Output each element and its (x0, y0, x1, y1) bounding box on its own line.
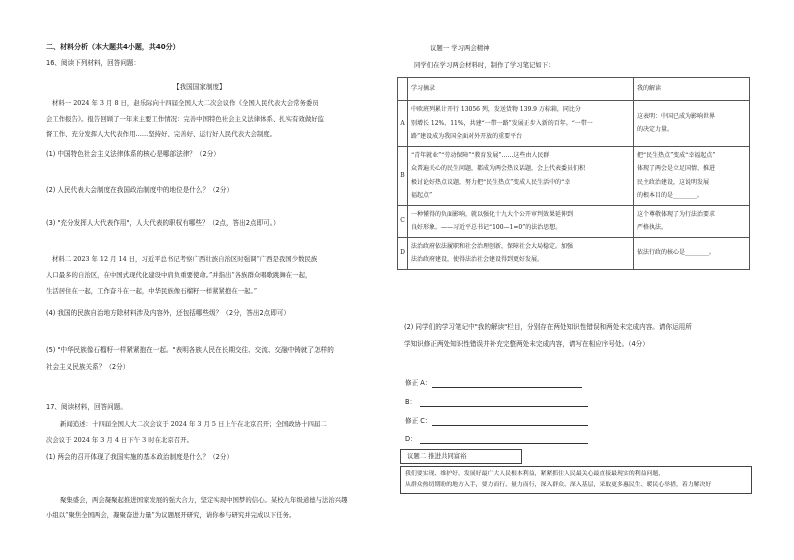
row-interpretation: 把“民生热点”变成“幸福起点” 体现了两会是立足国情、推进 民主政治建设，这说明发展 的根本目的是________。 (634, 146, 750, 205)
question-16-5-line-1: (5) "中华民族像石榴籽一样紧紧抱在一起。"表明各族人民在长期交往、交流、交融中铸就了怎样的 (46, 346, 334, 354)
question-2-line-1: (2) 同学们的学习笔记中"我的解读"栏目，分别存在两处知识性错误和两处未完成内容。请你运用所 (404, 323, 692, 331)
topic-2-title: 议题二 推进共同富裕 (407, 452, 467, 460)
table-row (398, 146, 750, 205)
question-16-intro: 16、阅读下列材料，回答问题： (46, 59, 141, 67)
material-2-line-3: 生活居住在一起，工作奋斗在一起，中华民族像石榴籽一样紧紧抱在一起。” (46, 287, 257, 295)
table-header-interpretation: 我的解读 (634, 78, 750, 101)
row-excerpt: “青年就业”“劳动保障”“教育发展”……这些由人民群 众普遍关心的民生问题，都成为两会热议话题，会上代表委员们积 极讨论好热点议题，努力把“民生热点”变成人民生活中的“幸 福起点” (408, 146, 634, 205)
table-corner (398, 78, 408, 101)
fill-label-d: D： (405, 435, 417, 443)
row-label: C (398, 205, 408, 237)
answer-line-a[interactable] (432, 387, 582, 388)
fill-label-a: 修正 A： (405, 379, 432, 387)
material-3-line-1: 新闻追述：十四届全国人大二次会议于 2024 年 3 月 5 日上午在北京召开；全国政协十四届二 (60, 420, 327, 428)
question-16-5-line-2: 社会主义民族关系？（2分） (46, 363, 130, 371)
material-3-line-2: 次会议于 2024 年 3 月 4 日下午 3 时在北京召开。 (46, 436, 193, 444)
topic-2-label-box (400, 449, 522, 464)
question-17-1: (1) 两会的召开体现了我国实施的基本政治制度是什么？（2分） (46, 453, 234, 461)
material-2-line-1: 材料二 2023 年 12 月 14 日，习近平总书记考察广西壮族自治区时强调“广西是我国少数民族 (52, 255, 318, 263)
row-interpretation: 依法行政的核心是________。 (634, 237, 750, 269)
row-label: A (398, 101, 408, 147)
table-row (398, 101, 750, 147)
topic-2-material-line-1: 我们要实现、维护好、发展好最广大人民根本利益，紧紧抓住人民最关心最直接最现实的利益问题， (405, 471, 665, 477)
row-label: D (398, 237, 408, 269)
row-excerpt: 法治政府依法履职和社会治理创新，保障社会大局稳定。加强 法治政府建设，使得法治社会建设得到更好发展。 (408, 237, 634, 269)
topic-2-material-line-2: 从群众热切期盼的地方入手，要力而行、量力而行，深入群众、深入基层，采取更多惠民生、暖民心举措，着力解决好 (405, 482, 712, 488)
topic-1-title: 议题一 学习两会精神 (430, 44, 490, 52)
answer-line-b[interactable] (420, 406, 588, 407)
material-2-line-2: 人口最多的自治区，在中国式现代化建设中肩负重要使命。”并指出“各族群众唱歌跳舞在一起， (46, 271, 312, 279)
material-1-line-3: 督工作、充分发挥人大代表作用……坚持好、完善好、运行好人民代表大会制度。 (46, 130, 277, 138)
row-excerpt: 中欧班列累计开行 13056 列，发送货物 139.9 万标箱，同比分 别增长 12%、11%，共建“一带一路”发展正步入新的百年。“一带一 路”建设成为我国全面对外开放的重要平台 (408, 101, 634, 147)
row-excerpt: 一种懂得的负面影响，就以强化十九大个公开审判效果延伸到 良好形象。——习近平总书记“100—1=0”的法治思想。 (408, 205, 634, 237)
study-notes-table (397, 77, 750, 270)
table-header-excerpt: 学习摘录 (408, 78, 634, 101)
row-interpretation: 这个尊敬体现了为行法治要求 严格执法。 (634, 205, 750, 237)
material-heading: 【我国国家制度】 (173, 83, 226, 91)
material-4-line-2: 小组以“聚焦全国两会，凝聚奋进力量”为议题展开研究，请你参与研究并完成以下任务。 (46, 511, 296, 519)
table-row (398, 205, 750, 237)
material-4-line-1: 聚集盛会，两会凝聚起推进国家发展的强大合力，坚定实现中国梦的信心。某校九年级道德与法治兴趣 (60, 496, 348, 504)
row-interpretation: 这表明：中国已成为影响世界 的决定力量。 (634, 101, 750, 147)
material-1-line-2: 会工作报告》。报告回顾了一年来主要工作情况：完善中国特色社会主义法律体系、扎实有效做好监 (46, 115, 324, 123)
question-16-1: (1) 中国特色社会主义法律体系的核心是哪部法律？（2分） (46, 150, 220, 158)
fill-label-b: B： (405, 398, 417, 406)
question-16-2: (2) 人民代表大会制度在我国政治制度中的地位是什么？（2分） (46, 186, 234, 194)
material-1-line-1: 材料一 2024 年 3 月 8 日，赵乐际向十四届全国人大二次会议作《全国人民代表大会常务委员 (52, 99, 319, 107)
row-label: B (398, 146, 408, 205)
question-2-line-2: 学知识修正两处知识性错误并补充完整两处未完成内容，请写在相应序号处。（4分） (404, 340, 649, 348)
question-17-intro: 17、阅读材料，回答问题。 (46, 403, 127, 411)
fill-label-c: 修正 C： (405, 417, 432, 425)
answer-line-d[interactable] (420, 443, 588, 444)
topic-1-description: 同学们在学习两会材料时，制作了学习笔记如下： (414, 61, 555, 69)
table-row (398, 237, 750, 269)
answer-line-c[interactable] (432, 425, 588, 426)
question-16-3: (3) "充分发挥人大代表作用"，人大代表的职权有哪些？（2点，答出2点即可。） (46, 219, 280, 227)
section-title: 二、材料分析（本大题共4小题，共40分） (46, 43, 180, 51)
question-16-4: (4) 我国的民族自治地方除材料涉及内容外，还包括哪些级？（2分，答出2点即可） (46, 309, 291, 317)
topic-2-material-box (400, 466, 752, 494)
